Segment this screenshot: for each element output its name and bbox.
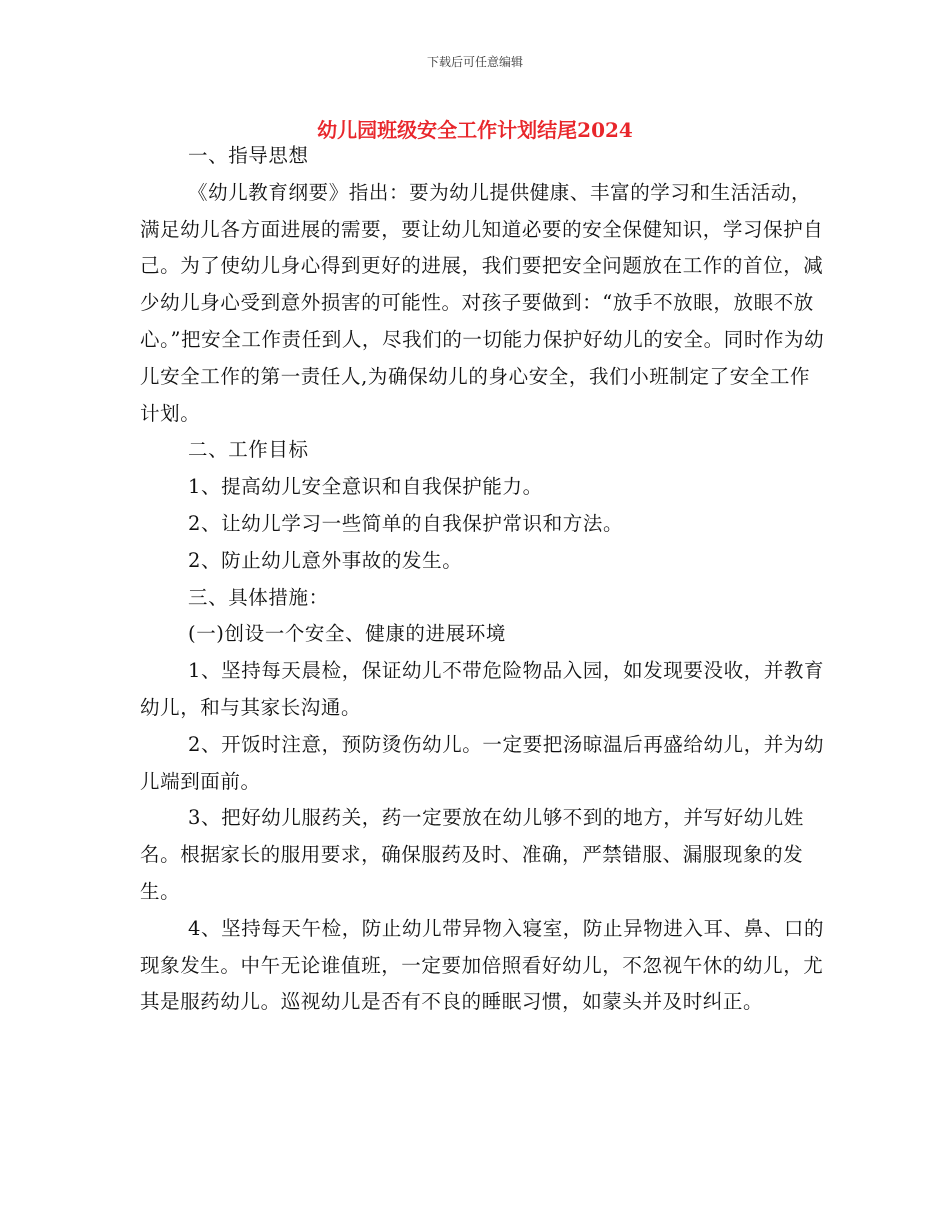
goal-item-2: 2、让幼儿学习一些简单的自我保护常识和方法。 [188,511,624,535]
header-note: 下载后可任意编辑 [426,55,523,69]
measure-item-3: 3、把好幼儿服药关，药一定要放在幼儿够不到的地方，并写好幼儿姓名。根据家长的服用要求，确保服药及时、准确，严禁错服、漏服现象的发生。 [140,806,805,903]
section-heading-guiding-ideology: 一、指导思想 [188,144,309,167]
section-heading-measures: 三、具体措施： [188,585,329,609]
document-title: 幼儿园班级安全工作计划结尾2024 [317,118,633,142]
subsection-heading-environment: (一)创设一个安全、健康的进展环境 [188,622,506,646]
goal-item-3: 2、防止幼儿意外事故的发生。 [188,548,463,572]
measure-item-2: 2、开饭时注意，预防烫伤幼儿。一定要把汤晾温后再盛给幼儿，并为幼儿端到面前。 [140,732,825,793]
paragraph-guiding-ideology: 《幼儿教育纲要》指出：要为幼儿提供健康、丰富的学习和生活活动，满足幼儿各方面进展的需要，要让幼儿知道必要的安全保健知识，学习保护自己。为了使幼儿身心得到更好的进展，我们要把安全问题放在工作的首位，减少幼儿身心受到意外损害的可能性。对孩子要做到：“放手不放眼，放眼不放心。”把安全工作责任到人，尽我们的一切能力保护好幼儿的安全。同时作为幼儿安全工作的第一责任人,为确保幼儿的身心安全，我们小班制定了安全工作计划。 [140,180,825,425]
section-heading-work-goals: 二、工作目标 [188,438,309,462]
measure-item-4: 4、坚持每天午检，防止幼儿带异物入寝室，防止异物进入耳、鼻、口的现象发生。中午无论谁值班，一定要加倍照看好幼儿，不忽视午休的幼儿，尤其是服药幼儿。巡视幼儿是否有不良的睡眠习惯，如蒙头并及时纠正。 [140,916,825,1014]
document-body [140,138,830,1021]
goal-item-1: 1、提高幼儿安全意识和自我保护能力。 [188,475,543,499]
measure-item-1: 1、坚持每天晨检，保证幼儿不带危险物品入园，如发现要没收，并教育幼儿，和与其家长沟通。 [140,659,825,719]
